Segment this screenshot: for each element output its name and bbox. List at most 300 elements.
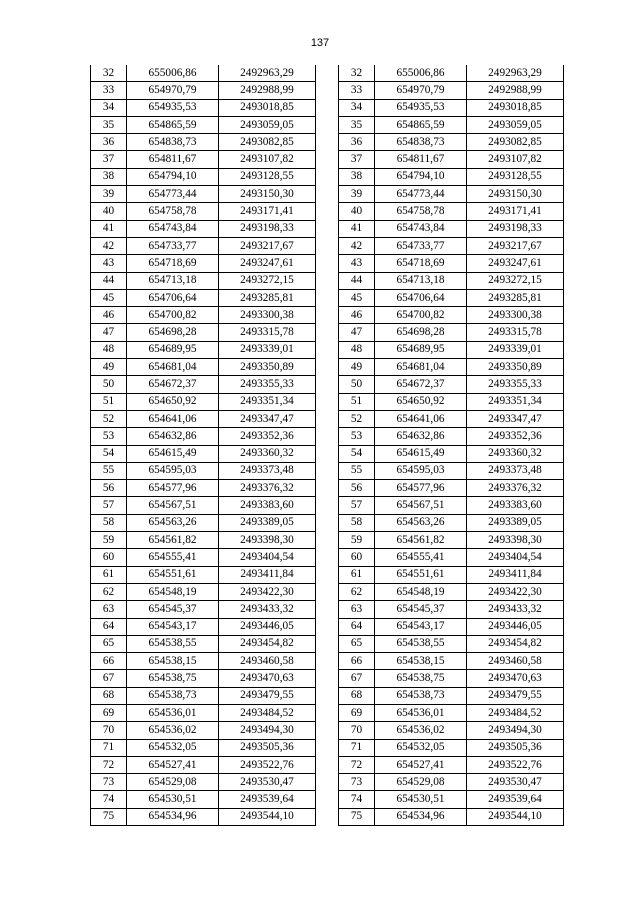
y-coordinate-cell: 2493373,48 <box>219 462 316 479</box>
point-number-cell: 40 <box>91 203 127 220</box>
y-coordinate-cell: 2493404,54 <box>219 549 316 566</box>
point-number-cell: 65 <box>91 635 127 652</box>
point-number-cell: 51 <box>339 393 375 410</box>
point-number-cell: 68 <box>91 687 127 704</box>
y-coordinate-cell: 2493315,78 <box>219 324 316 341</box>
x-coordinate-cell: 654838,73 <box>127 134 219 151</box>
x-coordinate-cell: 654538,73 <box>127 687 219 704</box>
y-coordinate-cell: 2493470,63 <box>219 670 316 687</box>
x-coordinate-cell: 654632,86 <box>127 428 219 445</box>
y-coordinate-cell: 2493454,82 <box>467 635 564 652</box>
point-number-cell: 50 <box>91 376 127 393</box>
x-coordinate-cell: 654743,84 <box>127 220 219 237</box>
y-coordinate-cell: 2493171,41 <box>467 203 564 220</box>
point-number-cell: 39 <box>91 186 127 203</box>
y-coordinate-cell: 2493539,64 <box>219 791 316 808</box>
table-row <box>91 359 316 376</box>
point-number-cell: 57 <box>339 497 375 514</box>
x-coordinate-cell: 654538,15 <box>375 653 467 670</box>
x-coordinate-cell: 654529,08 <box>375 774 467 791</box>
y-coordinate-cell: 2493494,30 <box>467 722 564 739</box>
point-number-cell: 52 <box>91 410 127 427</box>
y-coordinate-cell: 2493198,33 <box>467 220 564 237</box>
table-row <box>91 186 316 203</box>
point-number-cell: 40 <box>339 203 375 220</box>
y-coordinate-cell: 2493422,30 <box>219 583 316 600</box>
table-row <box>339 134 564 151</box>
x-coordinate-cell: 654935,53 <box>375 99 467 116</box>
x-coordinate-cell: 654733,77 <box>375 237 467 254</box>
point-number-cell: 32 <box>91 65 127 82</box>
table-row <box>91 514 316 531</box>
point-number-cell: 48 <box>339 341 375 358</box>
table-row <box>339 635 564 652</box>
x-coordinate-cell: 654865,59 <box>127 116 219 133</box>
x-coordinate-cell: 654650,92 <box>375 393 467 410</box>
point-number-cell: 48 <box>91 341 127 358</box>
y-coordinate-cell: 2493247,61 <box>467 255 564 272</box>
y-coordinate-cell: 2493544,10 <box>219 808 316 825</box>
x-coordinate-cell: 654718,69 <box>127 255 219 272</box>
point-number-cell: 55 <box>339 462 375 479</box>
x-coordinate-cell: 654527,41 <box>127 756 219 773</box>
table-row <box>91 653 316 670</box>
x-coordinate-cell: 654773,44 <box>375 186 467 203</box>
x-coordinate-cell: 654698,28 <box>375 324 467 341</box>
x-coordinate-cell: 654532,05 <box>127 739 219 756</box>
x-coordinate-cell: 654794,10 <box>375 168 467 185</box>
point-number-cell: 46 <box>91 307 127 324</box>
point-number-cell: 53 <box>91 428 127 445</box>
table-row <box>91 566 316 583</box>
y-coordinate-cell: 2493505,36 <box>219 739 316 756</box>
table-row <box>91 601 316 618</box>
y-coordinate-cell: 2493433,32 <box>219 601 316 618</box>
x-coordinate-cell: 654713,18 <box>375 272 467 289</box>
table-row <box>91 220 316 237</box>
y-coordinate-cell: 2493082,85 <box>467 134 564 151</box>
point-number-cell: 43 <box>91 255 127 272</box>
y-coordinate-cell: 2493107,82 <box>467 151 564 168</box>
table-row <box>91 134 316 151</box>
y-coordinate-cell: 2493198,33 <box>219 220 316 237</box>
table-row <box>339 739 564 756</box>
y-coordinate-cell: 2493454,82 <box>219 635 316 652</box>
point-number-cell: 73 <box>339 774 375 791</box>
table-row <box>339 480 564 497</box>
point-number-cell: 47 <box>91 324 127 341</box>
y-coordinate-cell: 2493383,60 <box>219 497 316 514</box>
table-row <box>339 237 564 254</box>
table-row <box>339 272 564 289</box>
point-number-cell: 32 <box>339 65 375 82</box>
y-coordinate-cell: 2493389,05 <box>467 514 564 531</box>
table-row <box>339 549 564 566</box>
y-coordinate-cell: 2493059,05 <box>467 116 564 133</box>
y-coordinate-cell: 2493411,84 <box>219 566 316 583</box>
y-coordinate-cell: 2492963,29 <box>467 65 564 82</box>
point-number-cell: 63 <box>91 601 127 618</box>
point-number-cell: 41 <box>339 220 375 237</box>
table-row <box>91 393 316 410</box>
point-number-cell: 44 <box>91 272 127 289</box>
table-row <box>91 428 316 445</box>
y-coordinate-cell: 2493350,89 <box>219 359 316 376</box>
table-row <box>339 82 564 99</box>
y-coordinate-cell: 2493351,34 <box>467 393 564 410</box>
point-number-cell: 42 <box>339 237 375 254</box>
point-number-cell: 33 <box>91 82 127 99</box>
table-row <box>91 480 316 497</box>
x-coordinate-cell: 654530,51 <box>127 791 219 808</box>
point-number-cell: 54 <box>339 445 375 462</box>
table-row <box>339 151 564 168</box>
y-coordinate-cell: 2493285,81 <box>219 289 316 306</box>
x-coordinate-cell: 654615,49 <box>375 445 467 462</box>
y-coordinate-cell: 2493347,47 <box>467 410 564 427</box>
y-coordinate-cell: 2493355,33 <box>219 376 316 393</box>
table-row <box>91 549 316 566</box>
y-coordinate-cell: 2493082,85 <box>219 134 316 151</box>
x-coordinate-cell: 654561,82 <box>375 532 467 549</box>
page-number: 137 <box>310 37 330 49</box>
table-row <box>91 756 316 773</box>
y-coordinate-cell: 2493376,32 <box>467 480 564 497</box>
table-row <box>339 618 564 635</box>
y-coordinate-cell: 2493059,05 <box>219 116 316 133</box>
table-row <box>91 272 316 289</box>
x-coordinate-cell: 654970,79 <box>127 82 219 99</box>
table-row <box>339 289 564 306</box>
point-number-cell: 33 <box>339 82 375 99</box>
point-number-cell: 69 <box>339 704 375 721</box>
table-row <box>339 670 564 687</box>
x-coordinate-cell: 654865,59 <box>375 116 467 133</box>
y-coordinate-cell: 2493107,82 <box>219 151 316 168</box>
table-row <box>91 532 316 549</box>
y-coordinate-cell: 2493530,47 <box>467 774 564 791</box>
x-coordinate-cell: 654811,67 <box>375 151 467 168</box>
table-row <box>339 704 564 721</box>
table-row <box>91 670 316 687</box>
y-coordinate-cell: 2493247,61 <box>219 255 316 272</box>
point-number-cell: 62 <box>339 583 375 600</box>
y-coordinate-cell: 2493217,67 <box>219 237 316 254</box>
table-row <box>339 497 564 514</box>
x-coordinate-cell: 654713,18 <box>127 272 219 289</box>
table-row <box>339 791 564 808</box>
point-number-cell: 54 <box>91 445 127 462</box>
point-number-cell: 58 <box>91 514 127 531</box>
x-coordinate-cell: 654641,06 <box>375 410 467 427</box>
table-row <box>91 635 316 652</box>
point-number-cell: 74 <box>339 791 375 808</box>
table-row <box>339 168 564 185</box>
point-number-cell: 38 <box>91 168 127 185</box>
x-coordinate-cell: 654681,04 <box>375 359 467 376</box>
point-number-cell: 75 <box>339 808 375 825</box>
x-coordinate-cell: 654536,02 <box>127 722 219 739</box>
y-coordinate-cell: 2493422,30 <box>467 583 564 600</box>
table-row <box>91 445 316 462</box>
x-coordinate-cell: 654706,64 <box>375 289 467 306</box>
point-number-cell: 67 <box>339 670 375 687</box>
table-row <box>91 307 316 324</box>
table-row <box>91 462 316 479</box>
point-number-cell: 46 <box>339 307 375 324</box>
table-row <box>91 739 316 756</box>
y-coordinate-cell: 2493339,01 <box>219 341 316 358</box>
y-coordinate-cell: 2493360,32 <box>219 445 316 462</box>
x-coordinate-cell: 654551,61 <box>375 566 467 583</box>
x-coordinate-cell: 654689,95 <box>375 341 467 358</box>
table-row <box>339 255 564 272</box>
table-row <box>91 583 316 600</box>
y-coordinate-cell: 2493383,60 <box>467 497 564 514</box>
y-coordinate-cell: 2493351,34 <box>219 393 316 410</box>
y-coordinate-cell: 2493505,36 <box>467 739 564 756</box>
y-coordinate-cell: 2493376,32 <box>219 480 316 497</box>
table-row <box>339 324 564 341</box>
x-coordinate-cell: 654530,51 <box>375 791 467 808</box>
point-number-cell: 42 <box>91 237 127 254</box>
point-number-cell: 38 <box>339 168 375 185</box>
y-coordinate-cell: 2493460,58 <box>219 653 316 670</box>
x-coordinate-cell: 654698,28 <box>127 324 219 341</box>
y-coordinate-cell: 2493522,76 <box>467 756 564 773</box>
y-coordinate-cell: 2493446,05 <box>467 618 564 635</box>
point-number-cell: 72 <box>339 756 375 773</box>
table-row <box>91 168 316 185</box>
table-row <box>339 808 564 825</box>
point-number-cell: 71 <box>91 739 127 756</box>
y-coordinate-cell: 2493411,84 <box>467 566 564 583</box>
table-row <box>339 186 564 203</box>
point-number-cell: 47 <box>339 324 375 341</box>
y-coordinate-cell: 2493484,52 <box>219 704 316 721</box>
x-coordinate-cell: 654563,26 <box>375 514 467 531</box>
table-row <box>91 687 316 704</box>
table-row <box>339 601 564 618</box>
y-coordinate-cell: 2493355,33 <box>467 376 564 393</box>
table-row <box>339 583 564 600</box>
y-coordinate-cell: 2493530,47 <box>219 774 316 791</box>
x-coordinate-cell: 654838,73 <box>375 134 467 151</box>
table-row <box>339 116 564 133</box>
point-number-cell: 58 <box>339 514 375 531</box>
x-coordinate-cell: 654563,26 <box>127 514 219 531</box>
table-row <box>91 341 316 358</box>
x-coordinate-cell: 654700,82 <box>375 307 467 324</box>
x-coordinate-cell: 654595,03 <box>127 462 219 479</box>
x-coordinate-cell: 654632,86 <box>375 428 467 445</box>
x-coordinate-cell: 654543,17 <box>375 618 467 635</box>
table-row <box>91 203 316 220</box>
point-number-cell: 44 <box>339 272 375 289</box>
y-coordinate-cell: 2493460,58 <box>467 653 564 670</box>
y-coordinate-cell: 2493479,55 <box>219 687 316 704</box>
table-row <box>339 722 564 739</box>
point-number-cell: 56 <box>339 480 375 497</box>
point-number-cell: 69 <box>91 704 127 721</box>
point-number-cell: 64 <box>339 618 375 635</box>
point-number-cell: 62 <box>91 583 127 600</box>
point-number-cell: 60 <box>339 549 375 566</box>
point-number-cell: 61 <box>91 566 127 583</box>
table-row <box>339 410 564 427</box>
table-row <box>91 808 316 825</box>
point-number-cell: 67 <box>91 670 127 687</box>
table-row <box>339 774 564 791</box>
x-coordinate-cell: 654534,96 <box>127 808 219 825</box>
point-number-cell: 50 <box>339 376 375 393</box>
x-coordinate-cell: 654538,55 <box>375 635 467 652</box>
x-coordinate-cell: 654811,67 <box>127 151 219 168</box>
table-row <box>339 756 564 773</box>
x-coordinate-cell: 654538,15 <box>127 653 219 670</box>
table-row <box>91 289 316 306</box>
y-coordinate-cell: 2492963,29 <box>219 65 316 82</box>
y-coordinate-cell: 2493398,30 <box>219 532 316 549</box>
y-coordinate-cell: 2493128,55 <box>467 168 564 185</box>
x-coordinate-cell: 654935,53 <box>127 99 219 116</box>
point-number-cell: 49 <box>91 359 127 376</box>
y-coordinate-cell: 2493470,63 <box>467 670 564 687</box>
x-coordinate-cell: 654545,37 <box>127 601 219 618</box>
y-coordinate-cell: 2493150,30 <box>467 186 564 203</box>
point-number-cell: 61 <box>339 566 375 583</box>
table-row <box>339 566 564 583</box>
y-coordinate-cell: 2493217,67 <box>467 237 564 254</box>
x-coordinate-cell: 654567,51 <box>127 497 219 514</box>
table-row <box>339 445 564 462</box>
point-number-cell: 64 <box>91 618 127 635</box>
y-coordinate-cell: 2493300,38 <box>219 307 316 324</box>
coordinates-table-left <box>90 65 316 826</box>
x-coordinate-cell: 654718,69 <box>375 255 467 272</box>
x-coordinate-cell: 654536,01 <box>375 704 467 721</box>
point-number-cell: 36 <box>91 134 127 151</box>
table-row <box>91 82 316 99</box>
y-coordinate-cell: 2493494,30 <box>219 722 316 739</box>
table-row <box>339 65 564 82</box>
x-coordinate-cell: 654794,10 <box>127 168 219 185</box>
table-row <box>91 774 316 791</box>
table-row <box>91 99 316 116</box>
y-coordinate-cell: 2493484,52 <box>467 704 564 721</box>
point-number-cell: 70 <box>339 722 375 739</box>
y-coordinate-cell: 2493446,05 <box>219 618 316 635</box>
y-coordinate-cell: 2493352,36 <box>467 428 564 445</box>
x-coordinate-cell: 654534,96 <box>375 808 467 825</box>
x-coordinate-cell: 654538,75 <box>375 670 467 687</box>
y-coordinate-cell: 2493300,38 <box>467 307 564 324</box>
point-number-cell: 41 <box>91 220 127 237</box>
point-number-cell: 75 <box>91 808 127 825</box>
point-number-cell: 36 <box>339 134 375 151</box>
x-coordinate-cell: 654536,01 <box>127 704 219 721</box>
y-coordinate-cell: 2493150,30 <box>219 186 316 203</box>
table-row <box>339 307 564 324</box>
x-coordinate-cell: 654650,92 <box>127 393 219 410</box>
x-coordinate-cell: 654536,02 <box>375 722 467 739</box>
point-number-cell: 34 <box>91 99 127 116</box>
point-number-cell: 74 <box>91 791 127 808</box>
table-row <box>339 203 564 220</box>
x-coordinate-cell: 654577,96 <box>375 480 467 497</box>
x-coordinate-cell: 655006,86 <box>127 65 219 82</box>
x-coordinate-cell: 654641,06 <box>127 410 219 427</box>
point-number-cell: 35 <box>91 116 127 133</box>
point-number-cell: 34 <box>339 99 375 116</box>
table-row <box>91 497 316 514</box>
y-coordinate-cell: 2493522,76 <box>219 756 316 773</box>
point-number-cell: 73 <box>91 774 127 791</box>
table-row <box>91 255 316 272</box>
y-coordinate-cell: 2492988,99 <box>467 82 564 99</box>
x-coordinate-cell: 654672,37 <box>375 376 467 393</box>
point-number-cell: 37 <box>339 151 375 168</box>
table-row <box>339 687 564 704</box>
x-coordinate-cell: 654758,78 <box>375 203 467 220</box>
point-number-cell: 60 <box>91 549 127 566</box>
x-coordinate-cell: 654733,77 <box>127 237 219 254</box>
y-coordinate-cell: 2493171,41 <box>219 203 316 220</box>
x-coordinate-cell: 654561,82 <box>127 532 219 549</box>
x-coordinate-cell: 654595,03 <box>375 462 467 479</box>
x-coordinate-cell: 654700,82 <box>127 307 219 324</box>
table-row <box>339 532 564 549</box>
point-number-cell: 53 <box>339 428 375 445</box>
table-row <box>91 791 316 808</box>
table-row <box>91 722 316 739</box>
x-coordinate-cell: 654970,79 <box>375 82 467 99</box>
y-coordinate-cell: 2493350,89 <box>467 359 564 376</box>
table-row <box>91 116 316 133</box>
y-coordinate-cell: 2493360,32 <box>467 445 564 462</box>
y-coordinate-cell: 2493128,55 <box>219 168 316 185</box>
y-coordinate-cell: 2493544,10 <box>467 808 564 825</box>
point-number-cell: 49 <box>339 359 375 376</box>
x-coordinate-cell: 654555,41 <box>375 549 467 566</box>
y-coordinate-cell: 2493315,78 <box>467 324 564 341</box>
x-coordinate-cell: 654577,96 <box>127 480 219 497</box>
table-row <box>339 653 564 670</box>
table-row <box>339 393 564 410</box>
y-coordinate-cell: 2493539,64 <box>467 791 564 808</box>
point-number-cell: 68 <box>339 687 375 704</box>
y-coordinate-cell: 2493018,85 <box>219 99 316 116</box>
x-coordinate-cell: 654615,49 <box>127 445 219 462</box>
table-row <box>339 376 564 393</box>
table-row <box>91 65 316 82</box>
y-coordinate-cell: 2493373,48 <box>467 462 564 479</box>
point-number-cell: 57 <box>91 497 127 514</box>
table-row <box>339 462 564 479</box>
y-coordinate-cell: 2493352,36 <box>219 428 316 445</box>
point-number-cell: 39 <box>339 186 375 203</box>
point-number-cell: 45 <box>91 289 127 306</box>
table-row <box>339 220 564 237</box>
x-coordinate-cell: 654527,41 <box>375 756 467 773</box>
y-coordinate-cell: 2493433,32 <box>467 601 564 618</box>
x-coordinate-cell: 654532,05 <box>375 739 467 756</box>
x-coordinate-cell: 654538,75 <box>127 670 219 687</box>
table-row <box>339 428 564 445</box>
x-coordinate-cell: 654555,41 <box>127 549 219 566</box>
x-coordinate-cell: 654758,78 <box>127 203 219 220</box>
point-number-cell: 65 <box>339 635 375 652</box>
